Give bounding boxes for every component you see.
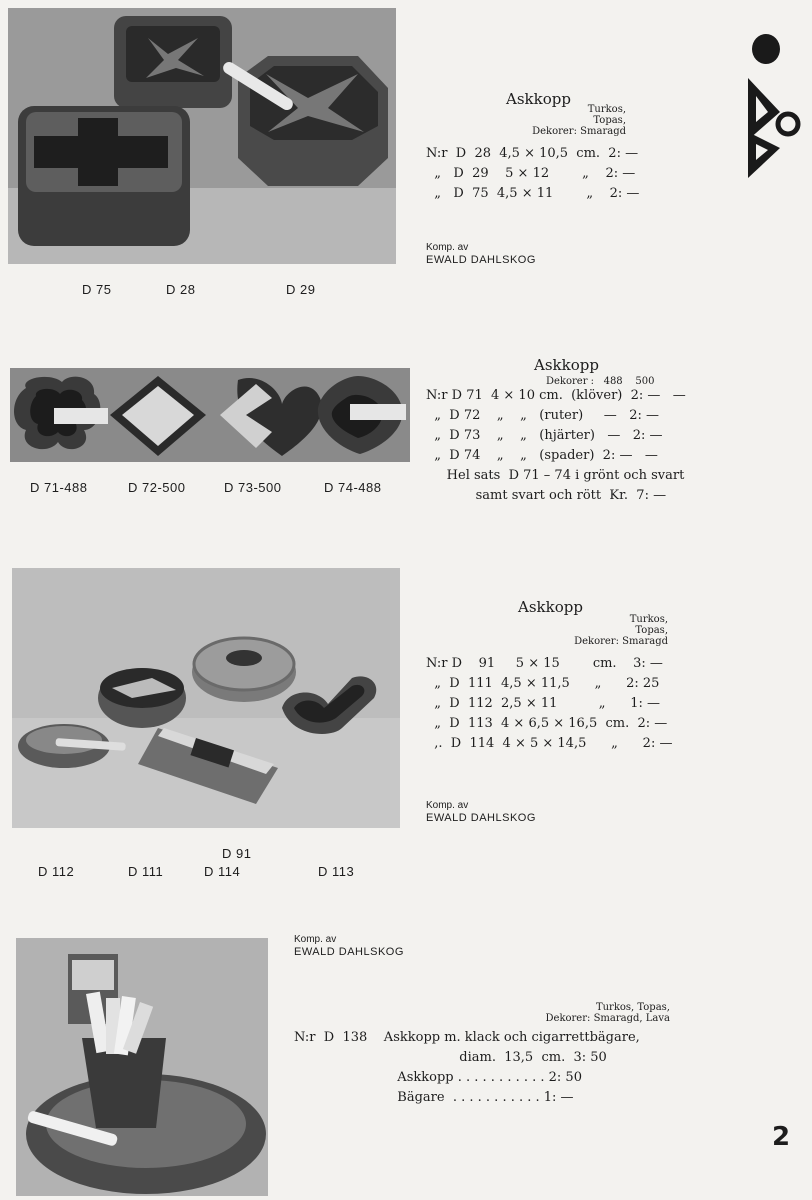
s2-row: „ D 74 „ „ (spader) 2: — — xyxy=(426,448,658,463)
binding-hole xyxy=(752,34,780,64)
s2-price-list xyxy=(426,386,686,506)
s3-row: „ D 112 2,5 × 11 „ 1: — xyxy=(426,696,661,711)
s3-row: „ D 111 4,5 × 11,5 „ 2: 25 xyxy=(426,676,660,691)
s3-row: „ D 113 4 × 6,5 × 16,5 cm. 2: — xyxy=(426,716,668,731)
s1-decor-colors xyxy=(520,104,626,137)
s1-title: Askkopp xyxy=(506,90,571,108)
s1-row: N:r D 28 4,5 × 10,5 cm. 2: — xyxy=(426,146,639,161)
bo-logo-icon xyxy=(744,76,804,184)
s1-decor-2: Topas, xyxy=(593,115,626,126)
s2-caption-d71: D 71-488 xyxy=(30,480,88,495)
s1-decor-1: Turkos, xyxy=(587,104,626,115)
photo-card-suit-ashtrays xyxy=(10,368,410,462)
s1-row: „ D 75 4,5 × 11 „ 2: — xyxy=(426,186,640,201)
s3-decor-label: Dekorer: xyxy=(574,636,619,647)
s4-row: diam. 13,5 cm. 3: 50 xyxy=(294,1050,607,1065)
s3-designer xyxy=(426,800,536,825)
s2-title: Askkopp xyxy=(534,356,599,374)
s3-caption-d114: D 114 xyxy=(204,864,241,879)
photo-ashtray-d138 xyxy=(16,938,268,1196)
s1-price-list xyxy=(426,144,639,204)
s2-caption-d72: D 72-500 xyxy=(128,480,186,495)
page-number: 2 xyxy=(772,1122,791,1152)
s3-price-list xyxy=(426,654,672,754)
s4-decor-label: Dekorer: xyxy=(545,1013,591,1024)
s3-row: ,. D 114 4 × 5 × 14,5 „ 2: — xyxy=(426,736,673,751)
s3-decor-1: Turkos, xyxy=(629,614,668,625)
s1-designer-name: EWALD DAHLSKOG xyxy=(426,254,536,266)
s1-designer xyxy=(426,242,536,267)
s3-caption-d112: D 112 xyxy=(38,864,75,879)
s3-caption-d91: D 91 xyxy=(222,846,252,861)
s4-designer-name: EWALD DAHLSKOG xyxy=(294,946,404,958)
s4-row: Askkopp . . . . . . . . . . . 2: 50 xyxy=(294,1070,582,1085)
s2-row: „ D 72 „ „ (ruter) — 2: — xyxy=(426,408,659,423)
s1-komp-label: Komp. av xyxy=(426,242,469,253)
s1-row: „ D 29 5 × 12 „ 2: — xyxy=(426,166,636,181)
s4-price-list xyxy=(294,1028,640,1108)
s4-komp-label: Komp. av xyxy=(294,934,337,945)
s3-designer-name: EWALD DAHLSKOG xyxy=(426,812,536,824)
photo-ashtrays-d75-d28-d29 xyxy=(8,8,396,264)
s1-decor-label: Dekorer: xyxy=(532,126,577,137)
s3-decor-colors xyxy=(560,614,668,647)
s3-caption-d111: D 111 xyxy=(128,864,164,879)
s3-komp-label: Komp. av xyxy=(426,800,469,811)
s4-row: Bägare . . . . . . . . . . . 1: — xyxy=(294,1090,574,1105)
s2-decor-header: Dekorer : 488 500 xyxy=(546,376,655,387)
s1-caption-d29: D 29 xyxy=(286,282,316,297)
s2-row: samt svart och rött Kr. 7: — xyxy=(426,488,667,503)
s3-row: N:r D 91 5 × 15 cm. 3: — xyxy=(426,656,663,671)
photo-ashtrays-d91-d114 xyxy=(12,568,400,828)
s3-title: Askkopp xyxy=(518,598,583,616)
s2-row: Hel sats D 71 – 74 i grönt och svart xyxy=(426,468,685,483)
s1-caption-d75: D 75 xyxy=(82,282,112,297)
s1-caption-d28: D 28 xyxy=(166,282,196,297)
s3-caption-d113: D 113 xyxy=(318,864,355,879)
s4-decor-colors xyxy=(520,1002,670,1024)
s4-designer xyxy=(294,934,404,959)
s1-decor-3: Smaragd xyxy=(580,126,626,137)
s2-caption-d74: D 74-488 xyxy=(324,480,382,495)
s3-decor-3: Smaragd xyxy=(622,636,668,647)
s4-decor-1: Turkos, Topas, xyxy=(595,1002,670,1013)
s2-caption-d73: D 73-500 xyxy=(224,480,282,495)
s2-row: „ D 73 „ „ (hjärter) — 2: — xyxy=(426,428,663,443)
s4-decor-2: Smaragd, Lava xyxy=(593,1013,670,1024)
s2-row: N:r D 71 4 × 10 cm. (klöver) 2: — — xyxy=(426,388,686,403)
s4-row: N:r D 138 Askkopp m. klack och cigarrettbägare, xyxy=(294,1030,640,1045)
s3-decor-2: Topas, xyxy=(635,625,668,636)
